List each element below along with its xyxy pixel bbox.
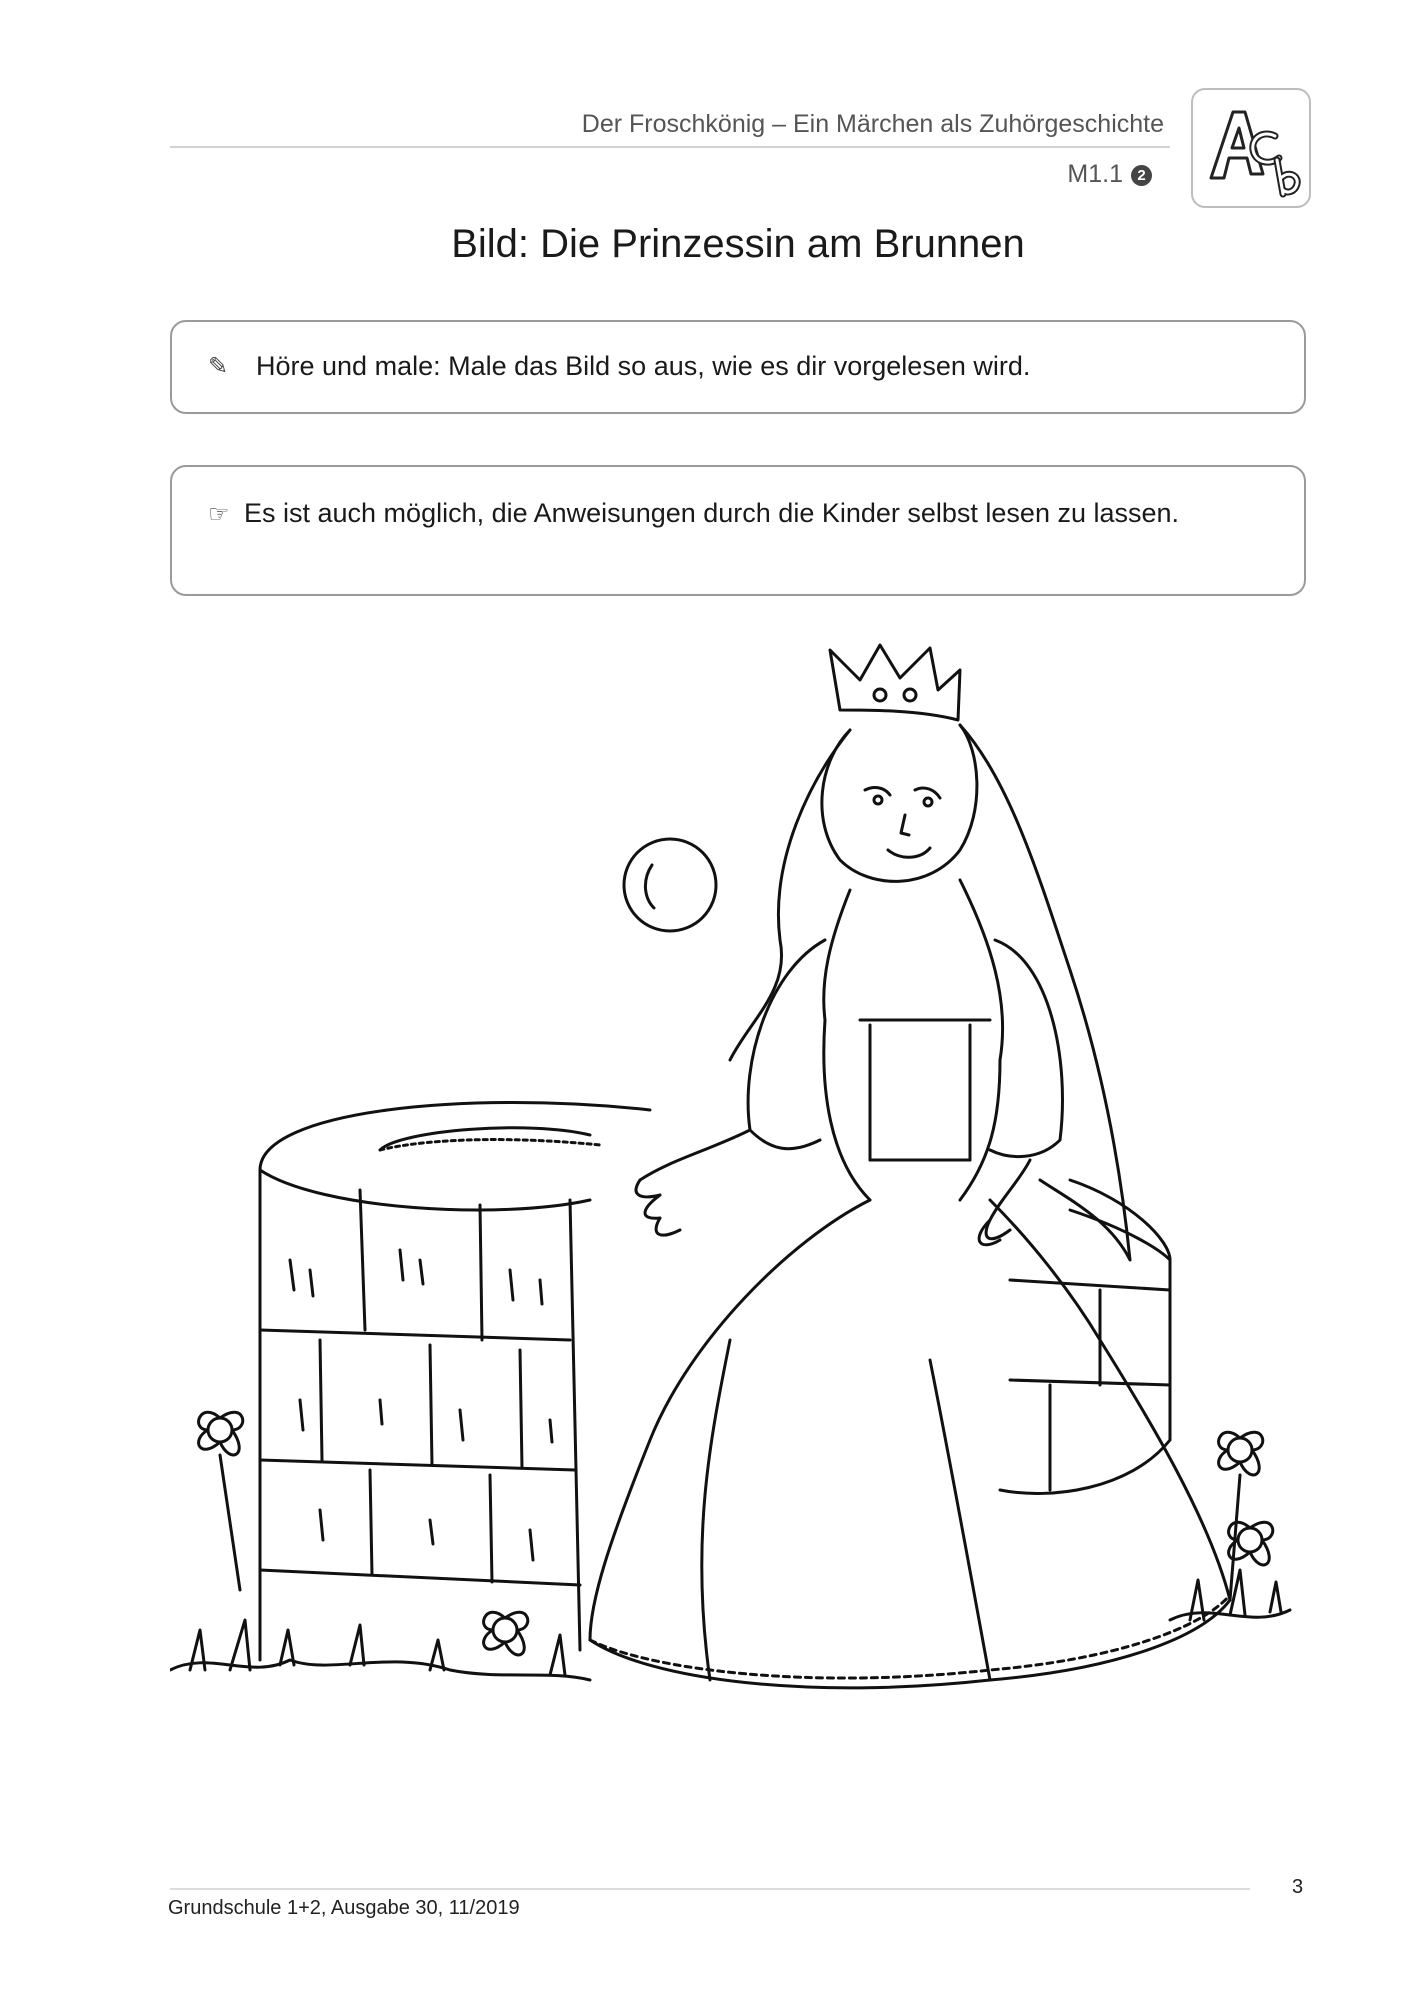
princess-at-well-illustration xyxy=(170,640,1310,1730)
footer-divider xyxy=(170,1888,1250,1890)
header-divider xyxy=(170,146,1170,148)
level-badge: 2 xyxy=(1131,165,1152,186)
header-title: Der Froschkönig – Ein Märchen als Zuhörgeschichte xyxy=(581,110,1164,138)
task-box xyxy=(170,320,1306,414)
material-code-label: M1.1 xyxy=(1067,160,1123,188)
pencil-icon: ✎ xyxy=(208,353,229,380)
page-title: Bild: Die Prinzessin am Brunnen xyxy=(451,222,1025,266)
material-code xyxy=(1067,160,1152,189)
hint-text: Es ist auch möglich, die Anweisungen durch die Kinder selbst lesen zu lassen. xyxy=(244,498,1180,528)
pointing-hand-icon: ☞ xyxy=(208,501,230,528)
publication-info: Grundschule 1+2, Ausgabe 30, 11/2019 xyxy=(168,1897,520,1919)
task-text: Höre und male: Male das Bild so aus, wie es dir vorgelesen wird. xyxy=(256,351,1031,381)
hint-box xyxy=(170,465,1306,596)
page-number: 3 xyxy=(1292,1876,1304,1898)
abc-logo-icon xyxy=(1191,88,1311,208)
